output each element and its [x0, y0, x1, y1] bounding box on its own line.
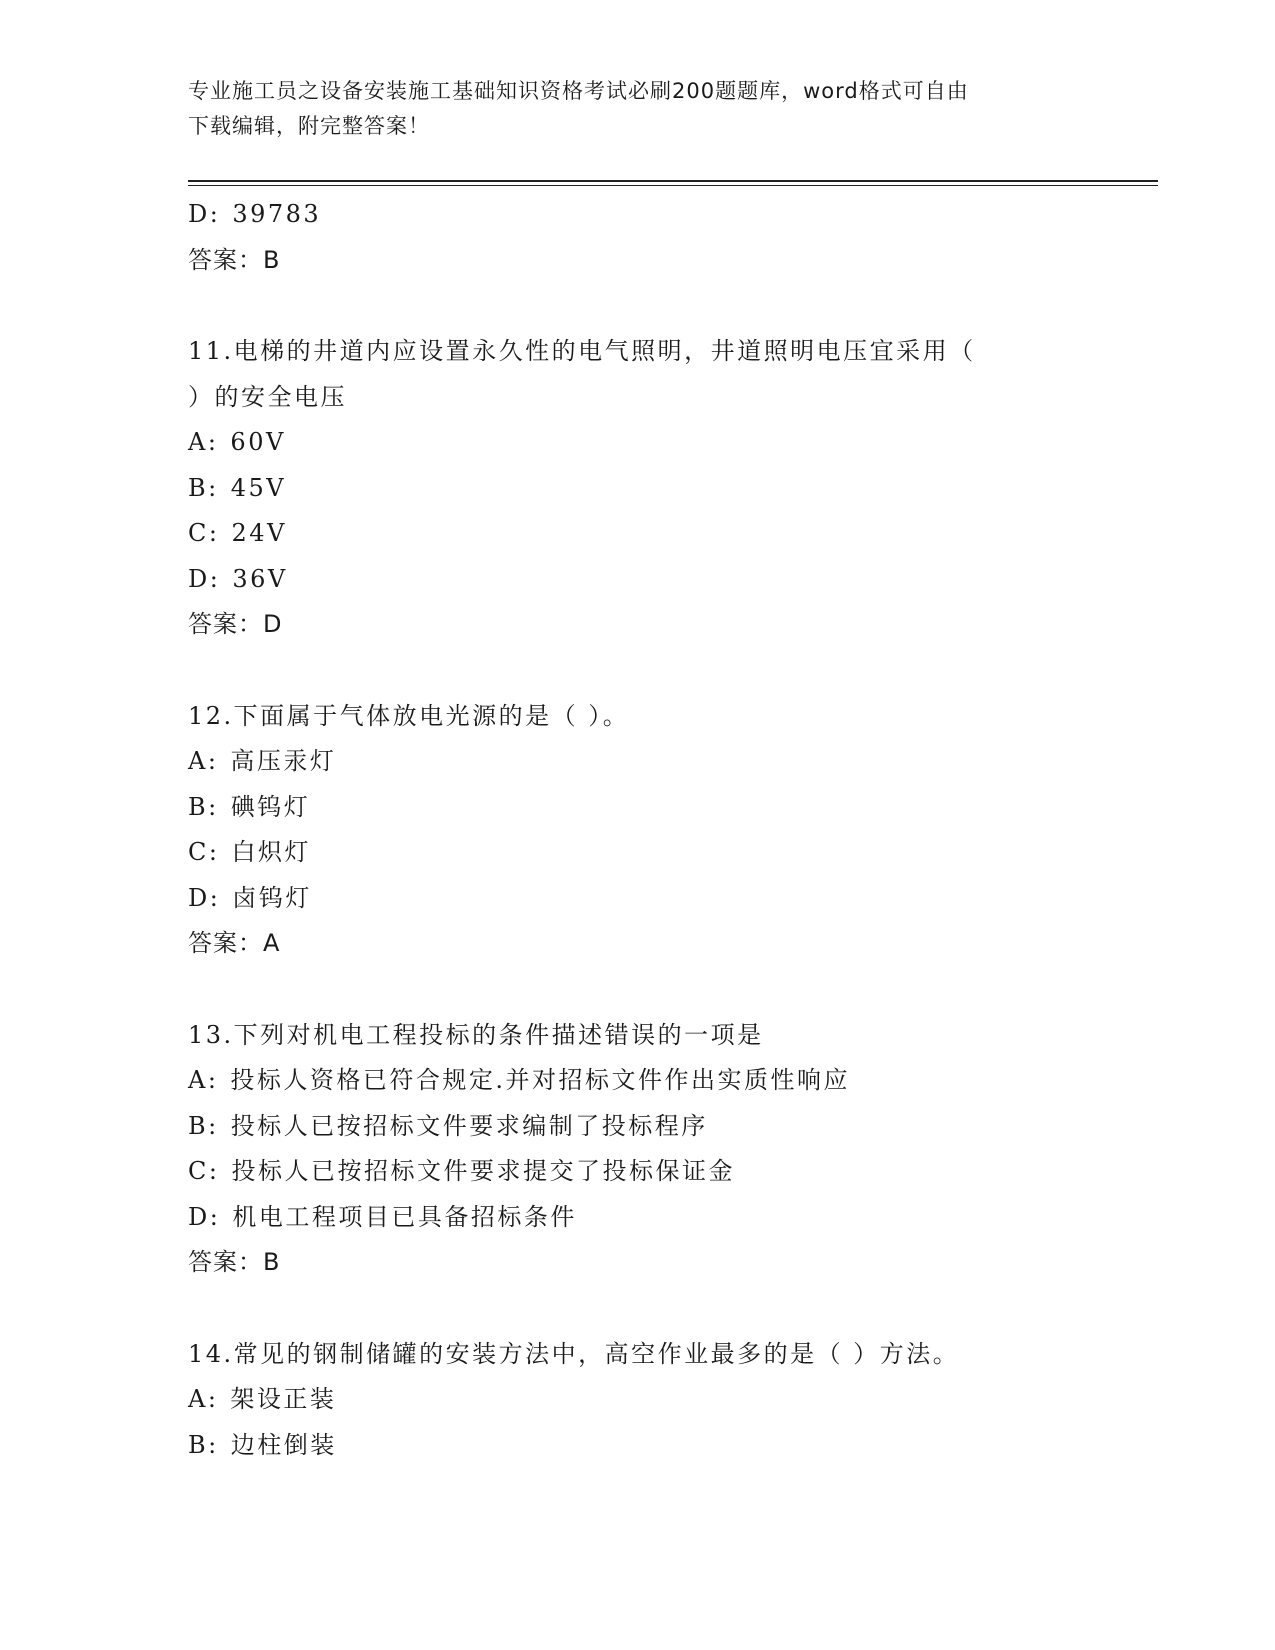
option-b: [188, 1104, 1088, 1150]
option-text: 高压汞灯: [230, 747, 337, 775]
header-divider-thick: [188, 180, 1158, 182]
option-text: 白炽灯: [231, 838, 311, 866]
option-label: B:: [188, 1430, 219, 1459]
option-text: 碘钨灯: [230, 792, 311, 821]
option-label: D:: [188, 200, 221, 228]
option-c: [188, 1149, 1088, 1195]
option-label: A:: [188, 1066, 219, 1094]
question-stem-continued: ）的安全电压: [188, 382, 347, 411]
option-d: [188, 192, 1088, 238]
question-13: [188, 1013, 1088, 1286]
option-label: A:: [188, 1385, 219, 1413]
previous-question-tail: [188, 192, 1088, 283]
option-label: B:: [188, 1111, 219, 1140]
question-stem: 13.下列对机电工程投标的条件描述错误的一项是: [188, 1020, 764, 1049]
option-b: [188, 1423, 1088, 1469]
option-text: 机电工程项目已具备招标条件: [232, 1202, 577, 1231]
question-14: [188, 1332, 1088, 1469]
header-divider-thin: [188, 185, 1158, 186]
option-label: D:: [188, 564, 221, 593]
option-d: [188, 557, 1088, 603]
question-12: [188, 694, 1088, 967]
option-text: 投标人资格已符合规定.并对招标文件作出实质性响应: [230, 1066, 851, 1094]
option-c: [188, 830, 1088, 876]
header-line-1: 专业施工员之设备安装施工基础知识资格考试必刷200题题库，word格式可自由: [188, 79, 969, 103]
option-text: 投标人已按招标文件要求提交了投标保证金: [231, 1157, 735, 1185]
question-11: [188, 329, 1088, 648]
option-label: B:: [188, 792, 219, 821]
option-label: A:: [188, 747, 219, 775]
option-c: [188, 511, 1088, 557]
option-text: 投标人已按招标文件要求编制了投标程序: [230, 1111, 708, 1140]
question-list: [188, 192, 1088, 1468]
option-a: [188, 1377, 1088, 1423]
option-label: A:: [188, 428, 219, 456]
option-label: D:: [188, 883, 221, 912]
document-header: [188, 74, 1078, 144]
option-a: [188, 739, 1088, 785]
option-label: C:: [188, 519, 220, 547]
option-text: 卤钨灯: [232, 883, 312, 912]
answer-line: 答案：B: [188, 245, 281, 274]
question-stem: 14.常见的钢制储罐的安装方法中，高空作业最多的是（ ）方法。: [188, 1339, 960, 1368]
option-a: [188, 420, 1088, 466]
option-text: 39783: [232, 200, 322, 228]
option-text: 架设正装: [230, 1385, 337, 1413]
header-line-2: 下载编辑，附完整答案！: [188, 114, 430, 138]
option-a: [188, 1058, 1088, 1104]
option-text: 36V: [232, 564, 288, 593]
option-b: [188, 466, 1088, 512]
option-label: B:: [188, 473, 219, 502]
answer-line: 答案：B: [188, 1248, 281, 1276]
option-d: [188, 876, 1088, 922]
option-label: C:: [188, 1157, 220, 1185]
answer-line: 答案：D: [188, 610, 283, 638]
question-stem: 11.电梯的井道内应设置永久性的电气照明，井道照明电压宜采用（: [188, 337, 976, 365]
option-text: 45V: [230, 473, 287, 502]
question-stem: 12.下面属于气体放电光源的是（ ）。: [188, 701, 630, 730]
option-label: D:: [188, 1202, 221, 1231]
option-text: 边柱倒装: [230, 1430, 337, 1459]
option-text: 60V: [230, 428, 286, 456]
option-d: [188, 1195, 1088, 1241]
option-b: [188, 785, 1088, 831]
option-text: 24V: [231, 519, 287, 547]
option-label: C:: [188, 838, 220, 866]
answer-line: 答案：A: [188, 929, 281, 957]
